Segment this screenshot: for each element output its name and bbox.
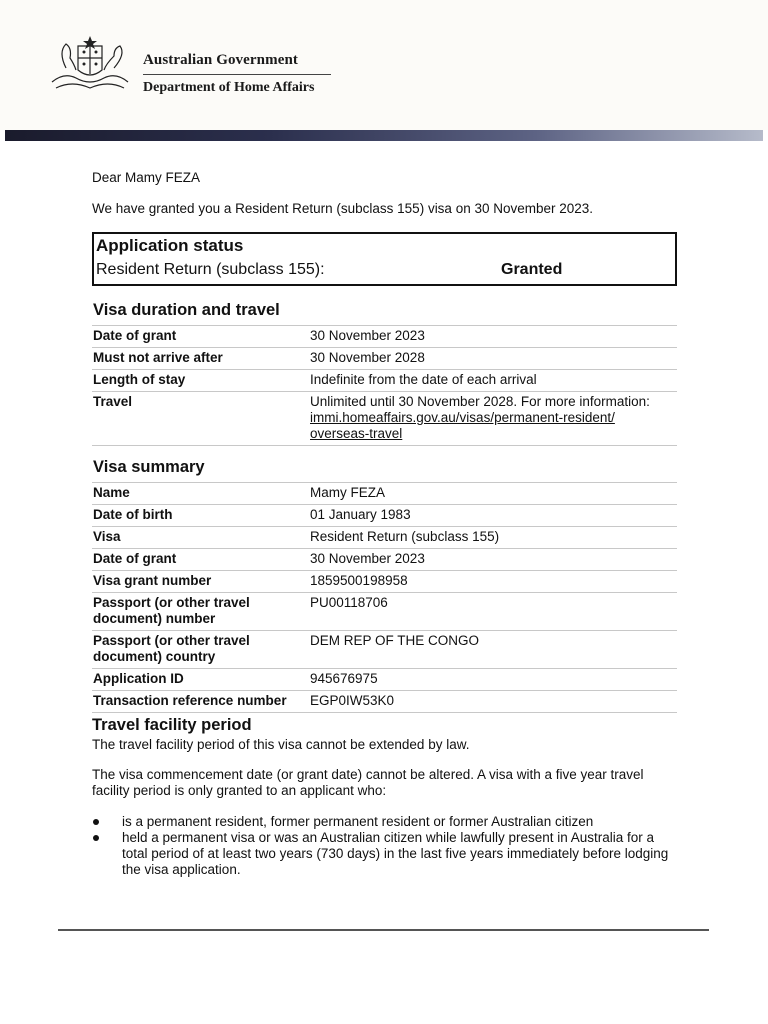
row-value: DEM REP OF THE CONGO xyxy=(310,633,480,648)
status-title: Application status xyxy=(96,236,244,255)
duration-title: Visa duration and travel xyxy=(93,301,280,319)
application-status-box xyxy=(92,232,677,286)
row-value: 01 January 1983 xyxy=(310,507,411,522)
row-value: 945676975 xyxy=(310,671,378,686)
list-item-text: is a permanent resident, former permanent resident or former Australian citizen xyxy=(122,814,594,829)
duration-table xyxy=(92,325,677,446)
footer-rule xyxy=(58,929,709,931)
table-row xyxy=(92,348,677,370)
table-row xyxy=(92,326,677,348)
status-visa: Resident Return (subclass 155): xyxy=(96,261,325,278)
row-label: Application ID xyxy=(93,671,184,686)
table-row xyxy=(92,505,677,527)
table-row xyxy=(92,691,677,713)
row-label: Date of grant xyxy=(93,328,177,343)
row-label: Length of stay xyxy=(93,372,186,387)
row-label: Visa grant number xyxy=(93,573,212,588)
table-row xyxy=(92,571,677,593)
row-value: 30 November 2023 xyxy=(310,551,425,566)
row-value: Mamy FEZA xyxy=(310,485,386,500)
table-row xyxy=(92,549,677,571)
row-label: Must not arrive after xyxy=(93,350,223,365)
table-row xyxy=(92,527,677,549)
row-label: Date of birth xyxy=(93,507,173,522)
row-label: Passport (or other travel document) country xyxy=(93,633,250,664)
row-label: Date of grant xyxy=(93,551,177,566)
facility-criteria-list xyxy=(92,814,677,878)
row-label: Transaction reference number xyxy=(93,693,287,708)
summary-title: Visa summary xyxy=(93,458,205,476)
travel-info-link[interactable]: immi.homeaffairs.gov.au/visas/permanent-resident/ xyxy=(310,410,615,425)
table-row xyxy=(92,392,677,446)
list-item-text: held a permanent visa or was an Australian citizen while lawfully present in Australia for a total period of at least two years (730 days) in the last five years immediately before lodging the visa application. xyxy=(122,830,669,877)
department-name: Department of Home Affairs xyxy=(143,80,315,95)
row-value: 30 November 2023 xyxy=(310,328,425,343)
row-label: Travel xyxy=(93,394,133,409)
summary-table xyxy=(92,482,677,713)
row-value: Indefinite from the date of each arrival xyxy=(310,372,537,387)
table-row xyxy=(92,370,677,392)
header-band xyxy=(5,130,763,141)
travel-info-link-cont[interactable]: overseas-travel xyxy=(310,426,403,441)
table-row xyxy=(92,631,677,669)
greeting: Dear Mamy FEZA xyxy=(92,170,201,185)
list-item xyxy=(92,814,677,830)
row-value: 30 November 2028 xyxy=(310,350,425,365)
row-value: Resident Return (subclass 155) xyxy=(310,529,500,544)
letterhead xyxy=(0,0,768,130)
table-row xyxy=(92,593,677,631)
intro-text: We have granted you a Resident Return (subclass 155) visa on 30 November 2023. xyxy=(92,201,594,216)
coat-of-arms-icon xyxy=(44,34,136,98)
row-value: 1859500198958 xyxy=(310,573,408,588)
facility-paragraph-1: The travel facility period of this visa cannot be extended by law. xyxy=(92,737,470,752)
facility-title: Travel facility period xyxy=(92,716,252,734)
table-row xyxy=(92,669,677,691)
list-item xyxy=(92,830,677,878)
row-value: PU00118706 xyxy=(310,595,388,610)
status-value: Granted xyxy=(501,261,563,278)
row-label: Passport (or other travel document) number xyxy=(93,595,250,626)
table-row xyxy=(92,483,677,505)
letterhead-rule xyxy=(143,74,331,75)
travel-text: Unlimited until 30 November 2028. For more information: xyxy=(310,394,650,409)
row-label: Name xyxy=(93,485,130,500)
bullet-icon xyxy=(93,835,99,841)
bullet-icon xyxy=(93,819,99,825)
row-value: EGP0IW53K0 xyxy=(310,693,395,708)
row-value xyxy=(309,392,677,446)
row-label: Visa xyxy=(93,529,121,544)
government-name: Australian Government xyxy=(143,52,299,68)
facility-paragraph-2: The visa commencement date (or grant date) cannot be altered. A visa with a five year travel facility period is only granted to an applicant who: xyxy=(92,767,644,798)
